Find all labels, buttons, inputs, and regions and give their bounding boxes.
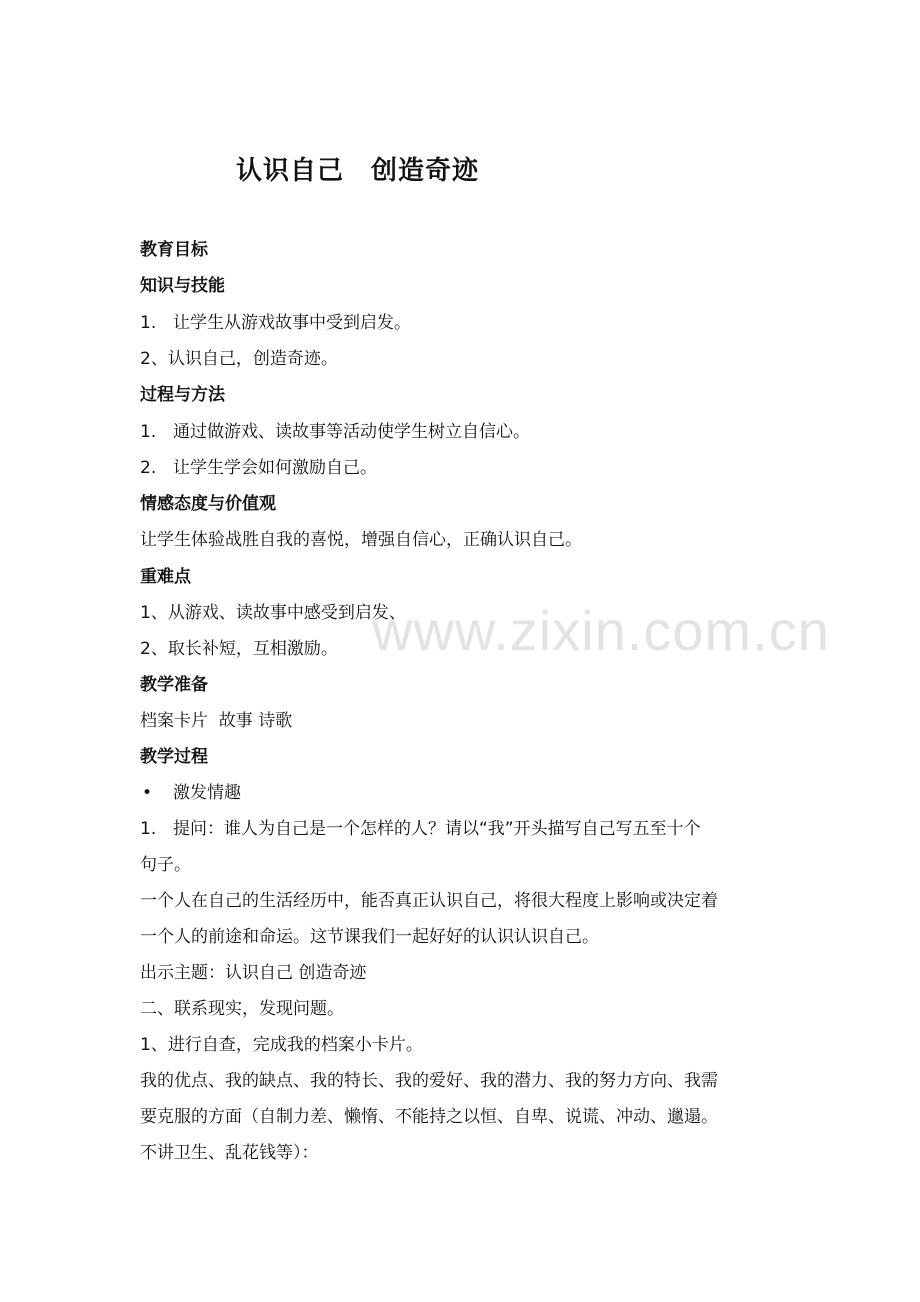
bullet-icon: •: [142, 783, 153, 803]
paragraph-line: 1、进行自查，完成我的档案小卡片。: [140, 1035, 423, 1055]
document-title: 认识自己 创造奇迹: [236, 156, 480, 186]
bullet-text: 激发情趣: [173, 783, 241, 803]
list-text: 让学生学会如何激励自己。: [173, 458, 377, 478]
paragraph-line: 二、联系现实，发现问题。: [140, 999, 344, 1019]
bullet-item: [140, 781, 241, 805]
paragraph-line: 一个人的前途和命运。这节课我们一起好好的认识认识自己。: [140, 927, 599, 947]
list-text: 提问：谁人为自己是一个怎样的人？请以“我”开头描写自己写五至十个: [173, 819, 701, 839]
list-number: 1.: [140, 422, 157, 442]
list-item: [140, 456, 377, 480]
list-number: 2.: [140, 458, 157, 478]
subheading-attitude-values: 情感态度与价值观: [140, 494, 276, 514]
list-text: 让学生从游戏故事中受到启发。: [173, 313, 411, 333]
paragraph-line: 出示主题：认识自己 创造奇迹: [140, 963, 367, 983]
paragraph-line: 句子。: [140, 855, 191, 875]
paragraph-line: 2、取长补短，互相激励。: [140, 639, 338, 659]
heading-education-goals: 教育目标: [140, 240, 208, 260]
paragraph-line: 让学生体验战胜自我的喜悦，增强自信心，正确认识自己。: [140, 530, 582, 550]
paragraph-line: 要克服的方面（自制力差、懒惰、不能持之以恒、自卑、说谎、冲动、邋遢。: [140, 1107, 718, 1127]
heading-teaching-preparation: 教学准备: [140, 675, 208, 695]
paragraph-line: 2、认识自己，创造奇迹。: [140, 349, 338, 369]
paragraph-line: 一个人在自己的生活经历中，能否真正认识自己，将很大程度上影响或决定着: [140, 891, 718, 911]
subheading-process-method: 过程与方法: [140, 385, 225, 405]
paragraph-line: 不讲卫生、乱花钱等）：: [140, 1143, 319, 1163]
paragraph-line: 1、从游戏、读故事中感受到启发、: [140, 603, 406, 623]
heading-key-points: 重难点: [140, 567, 191, 587]
list-item: [140, 420, 530, 444]
list-number: 1.: [140, 313, 157, 333]
list-item: [140, 311, 411, 335]
subheading-knowledge-skills: 知识与技能: [140, 276, 225, 296]
list-text: 通过做游戏、读故事等活动使学生树立自信心。: [173, 422, 530, 442]
list-number: 1.: [140, 819, 157, 839]
paragraph-line: 我的优点、我的缺点、我的特长、我的爱好、我的潜力、我的努力方向、我需: [140, 1071, 718, 1091]
heading-teaching-process: 教学过程: [140, 747, 208, 767]
list-item: [140, 817, 701, 841]
watermark: www.zixin.com.cn: [372, 599, 830, 662]
paragraph-line: 档案卡片 故事 诗歌: [140, 711, 293, 731]
